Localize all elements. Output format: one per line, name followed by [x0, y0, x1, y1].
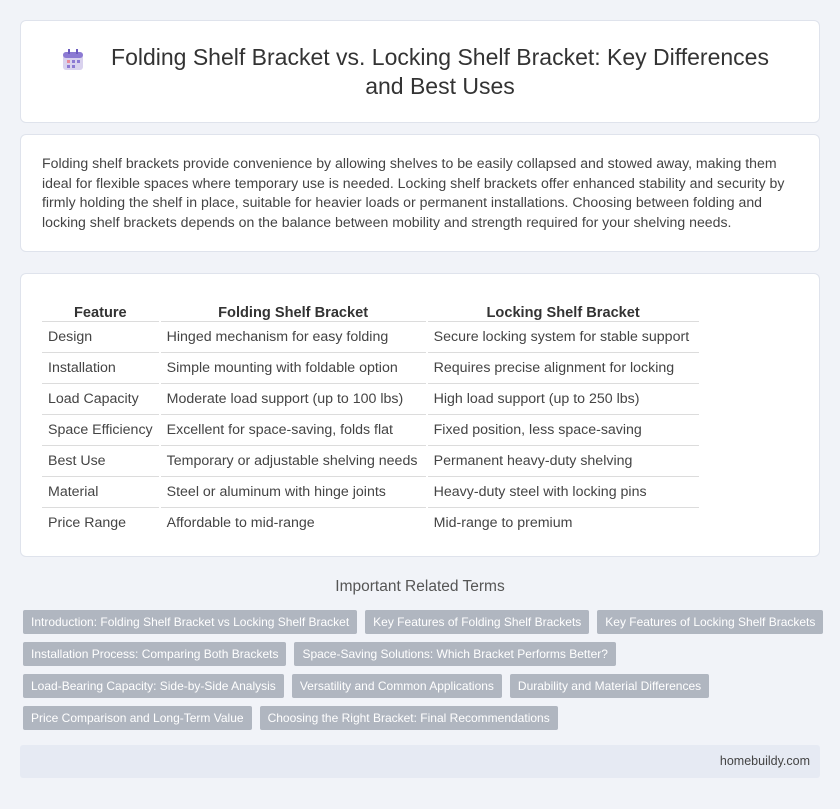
footer: [20, 745, 820, 778]
table-header-row: [42, 296, 699, 321]
table-cell: Installation: [42, 352, 160, 383]
comparison-card: [20, 273, 820, 557]
table-cell: Space Efficiency: [42, 414, 160, 445]
header-folding: Folding Shelf Bracket: [160, 296, 427, 321]
related-term-tag[interactable]: Key Features of Folding Shelf Brackets: [365, 610, 589, 634]
page-title: Folding Shelf Bracket vs. Locking Shelf Bracket: Key Differences and Best Uses: [111, 44, 769, 99]
table-cell: Simple mounting with foldable option: [160, 352, 427, 383]
table-row: [42, 321, 699, 352]
table-cell: Steel or aluminum with hinge joints: [160, 476, 427, 507]
table-row: [42, 476, 699, 507]
related-term-tag[interactable]: Introduction: Folding Shelf Bracket vs Locking Shelf Bracket: [23, 610, 357, 634]
calendar-icon: [62, 49, 84, 71]
table-cell: Permanent heavy-duty shelving: [427, 445, 699, 476]
table-row: [42, 383, 699, 414]
intro-card: [20, 134, 820, 252]
title-card: [20, 20, 820, 123]
table-cell: Requires precise alignment for locking: [427, 352, 699, 383]
table-cell: Design: [42, 321, 160, 352]
header-feature: Feature: [73, 304, 127, 321]
table-row: [42, 414, 699, 445]
related-term-tag[interactable]: Durability and Material Differences: [510, 674, 709, 698]
table-cell: Affordable to mid-range: [160, 507, 427, 538]
table-cell: Mid-range to premium: [427, 507, 699, 538]
table-cell: Hinged mechanism for easy folding: [160, 321, 427, 352]
table-row: [42, 445, 699, 476]
related-term-tag[interactable]: Space-Saving Solutions: Which Bracket Performs Better?: [294, 642, 615, 666]
table-cell: Heavy-duty steel with locking pins: [427, 476, 699, 507]
related-term-tag[interactable]: Choosing the Right Bracket: Final Recommendations: [260, 706, 558, 730]
table-cell: Secure locking system for stable support: [427, 321, 699, 352]
header-locking: Locking Shelf Bracket: [427, 296, 699, 321]
table-cell: High load support (up to 250 lbs): [427, 383, 699, 414]
footer-site[interactable]: homebuildy.com: [719, 754, 810, 768]
related-term-tag[interactable]: Price Comparison and Long-Term Value: [23, 706, 252, 730]
related-term-tag[interactable]: Key Features of Locking Shelf Brackets: [597, 610, 823, 634]
table-cell: Moderate load support (up to 100 lbs): [160, 383, 427, 414]
table-cell: Temporary or adjustable shelving needs: [160, 445, 427, 476]
table-cell: Material: [42, 476, 160, 507]
table-cell: Price Range: [42, 507, 160, 538]
related-term-tag[interactable]: Versatility and Common Applications: [292, 674, 502, 698]
table-cell: Best Use: [42, 445, 160, 476]
comparison-table: [42, 296, 699, 538]
table-row: [42, 352, 699, 383]
table-row: [42, 507, 699, 538]
table-cell: Excellent for space-saving, folds flat: [160, 414, 427, 445]
table-cell: Load Capacity: [42, 383, 160, 414]
table-cell: Fixed position, less space-saving: [427, 414, 699, 445]
related-term-tag[interactable]: Load-Bearing Capacity: Side-by-Side Analysis: [23, 674, 284, 698]
related-term-tag[interactable]: Installation Process: Comparing Both Brackets: [23, 642, 286, 666]
related-terms-list: [23, 610, 823, 738]
related-terms-title: Important Related Terms: [335, 578, 505, 595]
intro-paragraph: Folding shelf brackets provide convenience by allowing shelves to be easily collapsed and stowed away, making them ideal for flexible spaces where temporary use is needed. Locking shelf brackets offer enhanced stability and security by firmly holding the shelf in place, suitable for heavier loads or permanent installations. Choosing between folding and locking shelf brackets depends on the balance between mobility and strength required for your shelving needs.: [42, 155, 785, 230]
